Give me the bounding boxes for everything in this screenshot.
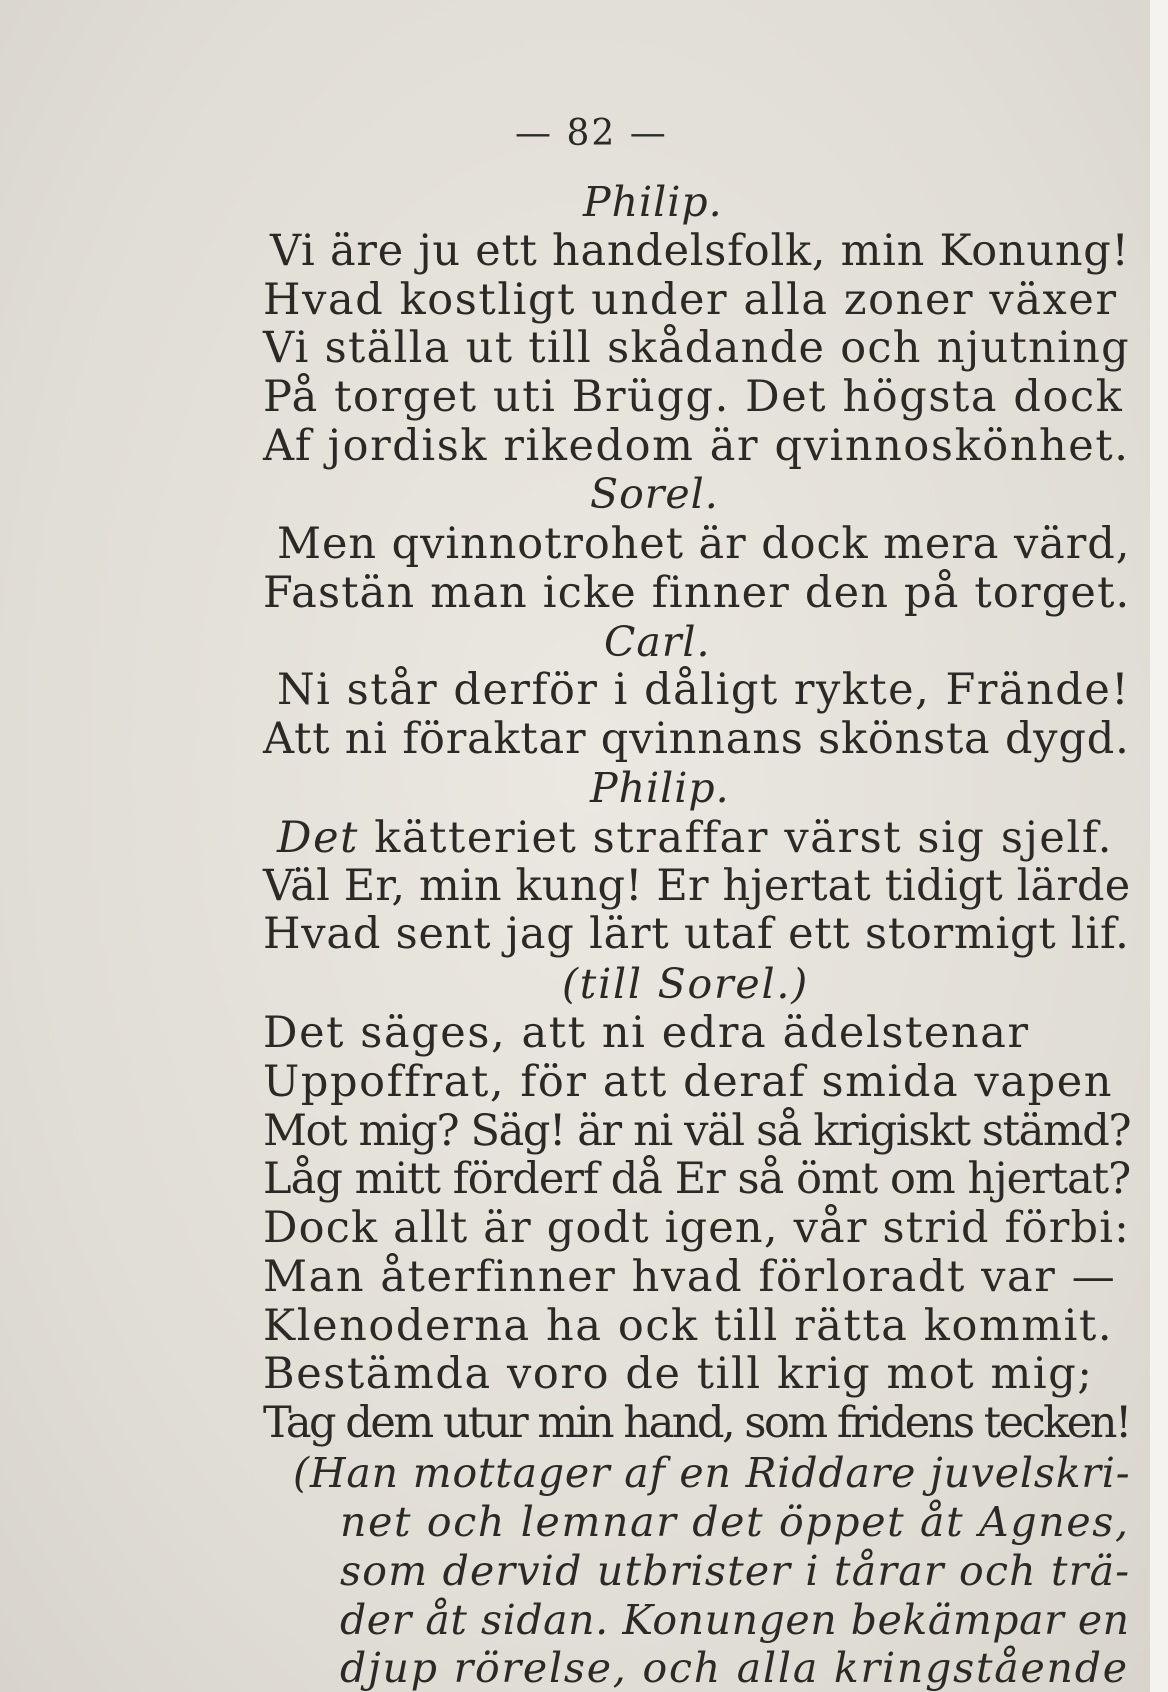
emphasis-word: Det: [277, 813, 360, 863]
stage-direction: djup rörelse, och alla kringstående: [340, 1644, 1129, 1692]
speaker-name: Sorel.: [590, 470, 719, 518]
stage-direction: net och lemnar det öppet åt Agnes,: [340, 1498, 1130, 1546]
verse-line: Dock allt är godt igen, vår strid förbi:: [263, 1203, 1130, 1253]
verse-line: Hvad kostligt under alla zoner växer: [263, 275, 1118, 325]
verse-line: Väl Er, min kung! Er hjertat tidigt lärde: [263, 861, 1131, 911]
verse-line: Vi ställa ut till skådande och njutning: [263, 323, 1131, 373]
verse-line: Man återfinner hvad förloradt var —: [263, 1252, 1117, 1302]
stage-direction: som dervid utbrister i tårar och trä-: [340, 1547, 1131, 1595]
verse-line: På torget uti Brügg. Det högsta dock: [263, 372, 1124, 422]
speaker-name: Carl.: [604, 618, 711, 666]
speaker-name: Philip.: [590, 764, 730, 812]
verse-line: Det säges, att ni edra ädelstenar: [263, 1008, 1030, 1058]
verse-line-rest: kätteriet straffar värst sig sjelf.: [359, 813, 1114, 863]
verse-line: Mot mig? Säg! är ni väl så krigiskt stämd?: [263, 1106, 1131, 1156]
stage-direction: der åt sidan. Konungen bekämpar en: [340, 1596, 1130, 1644]
verse-line: Men qvinnotrohet är dock mera värd,: [277, 519, 1131, 569]
verse-line: Fastän man icke finner den på torget.: [263, 568, 1131, 618]
verse-line: Att ni föraktar qvinnans skönsta dygd.: [263, 714, 1130, 764]
verse-line: Hvad sent jag lärt utaf ett stormigt lif.: [263, 909, 1130, 959]
verse-line: [277, 814, 1113, 862]
speaker-name: Philip.: [583, 178, 723, 226]
stage-direction: (Han mottager af en Riddare juvelskri-: [293, 1449, 1131, 1497]
page-edge: [1150, 0, 1168, 1692]
verse-line: Tag dem utur min hand, som fridens tecken!: [263, 1398, 1130, 1448]
verse-line: Uppoffrat, för att deraf smida vapen: [263, 1057, 1114, 1107]
verse-line: Bestämda voro de till krig mot mig;: [263, 1349, 1094, 1399]
page-number: — 82 —: [515, 113, 668, 154]
stage-direction: (till Sorel.): [562, 960, 810, 1008]
verse-line: Ni står derför i dåligt rykte, Frände!: [277, 665, 1131, 715]
verse-line: Vi äre ju ett handelsfolk, min Konung!: [270, 226, 1130, 276]
verse-line: Låg mitt förderf då Er så ömt om hjertat?: [263, 1154, 1131, 1204]
verse-line: Af jordisk rikedom är qvinnoskönhet.: [263, 421, 1130, 471]
verse-line: Klenoderna ha ock till rätta kommit.: [263, 1301, 1114, 1351]
